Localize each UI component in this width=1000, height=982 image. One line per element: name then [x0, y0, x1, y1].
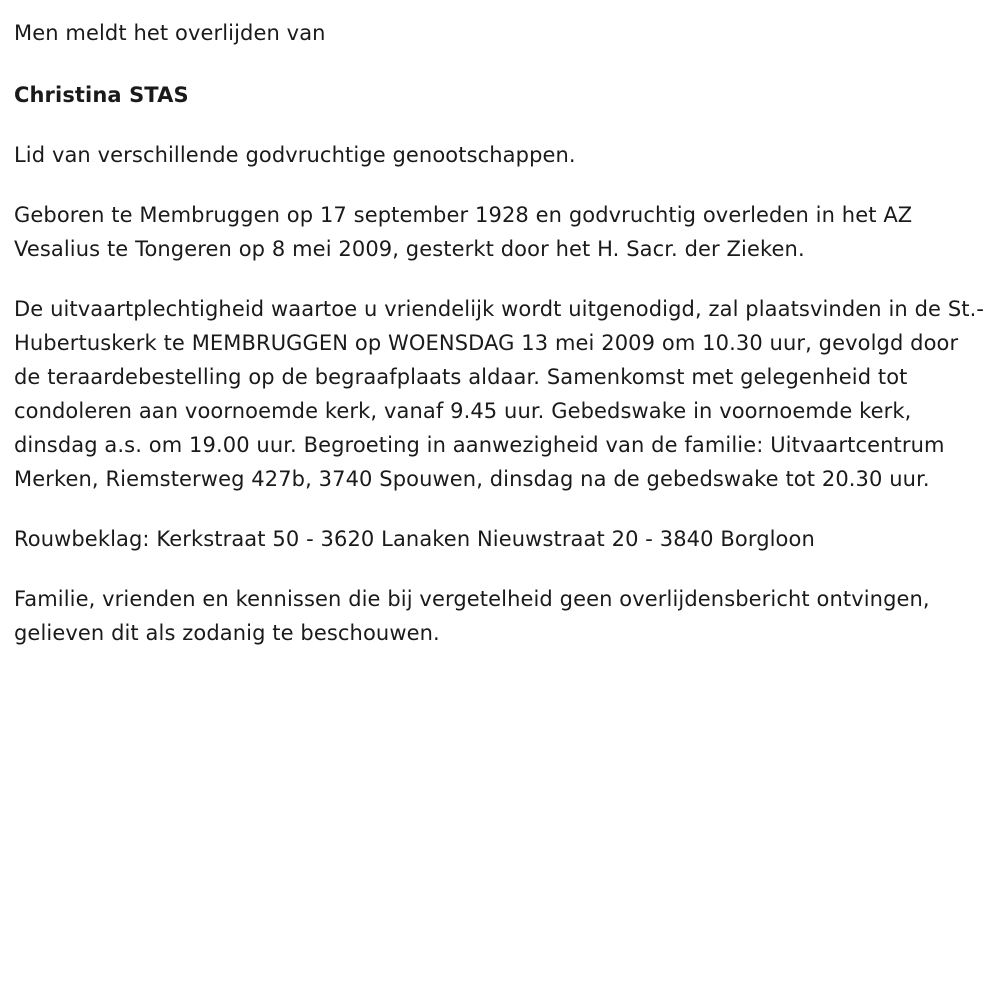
memberships-text: Lid van verschillende godvruchtige genootschappen. [14, 143, 576, 168]
condolence-address: Rouwbeklag: Kerkstraat 50 - 3620 Lanaken Nieuwstraat 20 - 3840 Borgloon [14, 527, 815, 552]
funeral-service-details: De uitvaartplechtigheid waartoe u vriendelijk wordt uitgenodigd, zal plaatsvinden in de St.-Hubertuskerk te MEMBRUGGEN op WOENSDAG 13 mei 2009 om 10.30 uur, gevolgd door de teraardebestelling op de begraafplaats aldaar. Samenkomst met gelegenheid tot condoleren aan voornoemde kerk, vanaf 9.45 uur. Gebedswake in voornoemde kerk, dinsdag a.s. om 19.00 uur. Begroeting in aanwezigheid van de familie: Uitvaartcentrum Merken, Riemsterweg 427b, 3740 Spouwen, dinsdag na de gebedswake tot 20.30 uur. [14, 297, 985, 492]
deceased-name: Christina STAS [14, 83, 189, 108]
closing-note: Familie, vrienden en kennissen die bij vergetelheid geen overlijdensbericht ontvingen, gelieven dit als zodanig te beschouwen. [14, 587, 930, 646]
obituary-notice [14, 16, 986, 650]
announcement-lead: Men meldt het overlijden van [14, 21, 326, 45]
birth-and-death-details: Geboren te Membruggen op 17 september 1928 en godvruchtig overleden in het AZ Vesalius te Tongeren op 8 mei 2009, gesterkt door het H. Sacr. der Zieken. [14, 203, 913, 262]
